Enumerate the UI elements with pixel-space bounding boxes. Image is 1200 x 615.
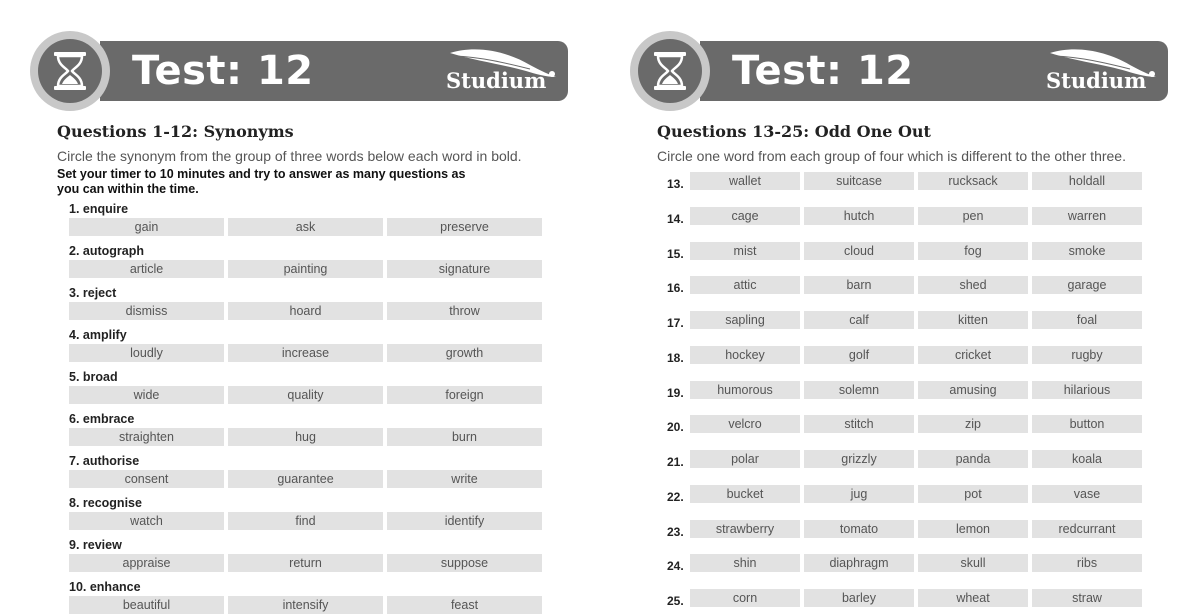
answer-option[interactable]: throw <box>387 302 542 320</box>
synonym-question <box>69 537 544 572</box>
answer-options <box>69 428 544 446</box>
question-number: 18. <box>667 351 684 365</box>
odd-one-out-question <box>667 415 1147 434</box>
answer-options <box>690 520 1142 538</box>
answer-option[interactable]: signature <box>387 260 542 278</box>
answer-option[interactable]: hockey <box>690 346 800 364</box>
question-number: 14. <box>667 212 684 226</box>
answer-options <box>690 381 1142 399</box>
question-number: 22. <box>667 490 684 504</box>
answer-option[interactable]: panda <box>918 450 1028 468</box>
question-number: 23. <box>667 525 684 539</box>
test-title: Test: 12 <box>732 48 914 94</box>
answer-option[interactable]: increase <box>228 344 383 362</box>
answer-option[interactable]: redcurrant <box>1032 520 1142 538</box>
answer-option[interactable]: quality <box>228 386 383 404</box>
answer-options <box>690 589 1142 607</box>
question-word: 3. reject <box>69 286 117 300</box>
answer-option[interactable]: wallet <box>690 172 800 190</box>
instruction: Circle one word from each group of four which is different to the other three. <box>657 148 1126 164</box>
answer-option[interactable]: hug <box>228 428 383 446</box>
answer-options <box>690 485 1142 503</box>
answer-option[interactable]: diaphragm <box>804 554 914 572</box>
answer-option[interactable]: lemon <box>918 520 1028 538</box>
answer-options <box>69 386 544 404</box>
answer-option[interactable]: return <box>228 554 383 572</box>
answer-option[interactable]: cage <box>690 207 800 225</box>
answer-option[interactable]: koala <box>1032 450 1142 468</box>
question-number: 24. <box>667 559 684 573</box>
answer-option[interactable]: identify <box>387 512 542 530</box>
answer-options <box>690 276 1142 294</box>
answer-option[interactable]: golf <box>804 346 914 364</box>
question-number: 17. <box>667 316 684 330</box>
answer-options <box>690 242 1142 260</box>
answer-options <box>690 346 1142 364</box>
test-banner <box>700 41 1168 101</box>
question-number: 13. <box>667 177 684 191</box>
answer-options <box>69 302 544 320</box>
answer-options <box>69 554 544 572</box>
question-word: 10. enhance <box>69 580 141 594</box>
synonym-question <box>69 201 544 236</box>
answer-option[interactable]: foal <box>1032 311 1142 329</box>
synonym-question <box>69 369 544 404</box>
answer-option[interactable]: corn <box>690 589 800 607</box>
logo-text: Studium <box>1046 68 1147 93</box>
question-number: 19. <box>667 386 684 400</box>
answer-option[interactable]: mist <box>690 242 800 260</box>
hourglass-icon <box>652 51 688 91</box>
answer-option[interactable]: jug <box>804 485 914 503</box>
timer-badge <box>30 31 110 111</box>
answer-option[interactable]: suitcase <box>804 172 914 190</box>
test-title: Test: 12 <box>132 48 314 94</box>
answer-option[interactable]: warren <box>1032 207 1142 225</box>
answer-option[interactable]: stitch <box>804 415 914 433</box>
hourglass-icon <box>52 51 88 91</box>
question-word: 9. review <box>69 538 122 552</box>
studium-logo <box>1044 47 1162 97</box>
answer-option[interactable]: tomato <box>804 520 914 538</box>
answer-option[interactable]: button <box>1032 415 1142 433</box>
answer-option[interactable]: fog <box>918 242 1028 260</box>
answer-option[interactable]: find <box>228 512 383 530</box>
answer-options <box>69 512 544 530</box>
answer-option[interactable]: rucksack <box>918 172 1028 190</box>
question-number: 20. <box>667 420 684 434</box>
synonym-question <box>69 327 544 362</box>
answer-option[interactable]: wide <box>69 386 224 404</box>
question-word: 4. amplify <box>69 328 127 342</box>
answer-options <box>69 218 544 236</box>
answer-option[interactable]: barley <box>804 589 914 607</box>
answer-option[interactable]: garage <box>1032 276 1142 294</box>
answer-option[interactable]: smoke <box>1032 242 1142 260</box>
question-word: 5. broad <box>69 370 118 384</box>
answer-option[interactable]: dismiss <box>69 302 224 320</box>
answer-option[interactable]: rugby <box>1032 346 1142 364</box>
synonym-question <box>69 243 544 278</box>
answer-option[interactable]: velcro <box>690 415 800 433</box>
answer-option[interactable]: bucket <box>690 485 800 503</box>
odd-one-out-question <box>667 485 1147 504</box>
odd-one-out-question <box>667 346 1147 365</box>
question-number: 16. <box>667 281 684 295</box>
answer-option[interactable]: straw <box>1032 589 1142 607</box>
answer-option[interactable]: painting <box>228 260 383 278</box>
answer-option[interactable]: sapling <box>690 311 800 329</box>
answer-option[interactable]: vase <box>1032 485 1142 503</box>
answer-option[interactable]: burn <box>387 428 542 446</box>
answer-option[interactable]: hoard <box>228 302 383 320</box>
answer-option[interactable]: article <box>69 260 224 278</box>
answer-option[interactable]: pot <box>918 485 1028 503</box>
answer-option[interactable]: calf <box>804 311 914 329</box>
answer-option[interactable]: zip <box>918 415 1028 433</box>
answer-option[interactable]: polar <box>690 450 800 468</box>
answer-options <box>690 172 1142 190</box>
odd-one-out-question <box>667 172 1147 191</box>
answer-option[interactable]: gain <box>69 218 224 236</box>
answer-option[interactable]: humorous <box>690 381 800 399</box>
synonym-question <box>69 285 544 320</box>
answer-option[interactable]: solemn <box>804 381 914 399</box>
answer-option[interactable]: guarantee <box>228 470 383 488</box>
answer-options <box>690 554 1142 572</box>
answer-option[interactable]: growth <box>387 344 542 362</box>
odd-one-out-question <box>667 276 1147 295</box>
answer-option[interactable]: straighten <box>69 428 224 446</box>
odd-one-out-question <box>667 242 1147 261</box>
answer-option[interactable]: cricket <box>918 346 1028 364</box>
timer-badge <box>630 31 710 111</box>
question-number: 25. <box>667 594 684 608</box>
answer-options <box>690 311 1142 329</box>
synonym-question <box>69 453 544 488</box>
answer-option[interactable]: loudly <box>69 344 224 362</box>
answer-options <box>69 344 544 362</box>
question-word: 6. embrace <box>69 412 135 426</box>
answer-option[interactable]: shin <box>690 554 800 572</box>
answer-option[interactable]: consent <box>69 470 224 488</box>
instruction: Circle the synonym from the group of three words below each word in bold. <box>57 148 522 164</box>
section-title: Questions 13-25: Odd One Out <box>657 122 931 141</box>
answer-option[interactable]: amusing <box>918 381 1028 399</box>
logo-text: Studium <box>446 68 547 93</box>
studium-logo <box>444 47 562 97</box>
answer-option[interactable]: kitten <box>918 311 1028 329</box>
answer-option[interactable]: shed <box>918 276 1028 294</box>
odd-one-out-question <box>667 381 1147 400</box>
answer-option[interactable]: hutch <box>804 207 914 225</box>
answer-option[interactable]: suppose <box>387 554 542 572</box>
answer-option[interactable]: grizzly <box>804 450 914 468</box>
question-word: 7. authorise <box>69 454 140 468</box>
answer-options <box>690 415 1142 433</box>
question-number: 21. <box>667 455 684 469</box>
answer-option[interactable]: pen <box>918 207 1028 225</box>
section-title: Questions 1-12: Synonyms <box>57 122 294 141</box>
odd-one-out-question <box>667 450 1147 469</box>
answer-option[interactable]: holdall <box>1032 172 1142 190</box>
answer-option[interactable]: feast <box>387 596 542 614</box>
answer-option[interactable]: hilarious <box>1032 381 1142 399</box>
answer-option[interactable]: cloud <box>804 242 914 260</box>
synonym-question <box>69 579 544 614</box>
answer-option[interactable]: watch <box>69 512 224 530</box>
answer-option[interactable]: ribs <box>1032 554 1142 572</box>
synonym-question <box>69 411 544 446</box>
answer-option[interactable]: strawberry <box>690 520 800 538</box>
answer-option[interactable]: write <box>387 470 542 488</box>
timer-note: Set your timer to 10 minutes and try to answer as many questions as you can within the time. <box>57 167 466 196</box>
answer-options <box>690 450 1142 468</box>
test-banner <box>100 41 568 101</box>
odd-one-out-question <box>667 520 1147 539</box>
question-word: 1. enquire <box>69 202 129 216</box>
question-word: 2. autograph <box>69 244 145 258</box>
odd-one-out-question <box>667 207 1147 226</box>
answer-option[interactable]: barn <box>804 276 914 294</box>
answer-option[interactable]: ask <box>228 218 383 236</box>
answer-option[interactable]: foreign <box>387 386 542 404</box>
answer-options <box>69 596 544 614</box>
answer-option[interactable]: skull <box>918 554 1028 572</box>
odd-one-out-question <box>667 589 1147 608</box>
answer-option[interactable]: appraise <box>69 554 224 572</box>
question-number: 15. <box>667 247 684 261</box>
answer-options <box>69 260 544 278</box>
answer-option[interactable]: preserve <box>387 218 542 236</box>
answer-options <box>69 470 544 488</box>
answer-option[interactable]: attic <box>690 276 800 294</box>
answer-option[interactable]: intensify <box>228 596 383 614</box>
odd-one-out-question <box>667 554 1147 573</box>
odd-one-out-question <box>667 311 1147 330</box>
answer-option[interactable]: beautiful <box>69 596 224 614</box>
answer-options <box>690 207 1142 225</box>
question-word: 8. recognise <box>69 496 142 510</box>
synonym-question <box>69 495 544 530</box>
answer-option[interactable]: wheat <box>918 589 1028 607</box>
